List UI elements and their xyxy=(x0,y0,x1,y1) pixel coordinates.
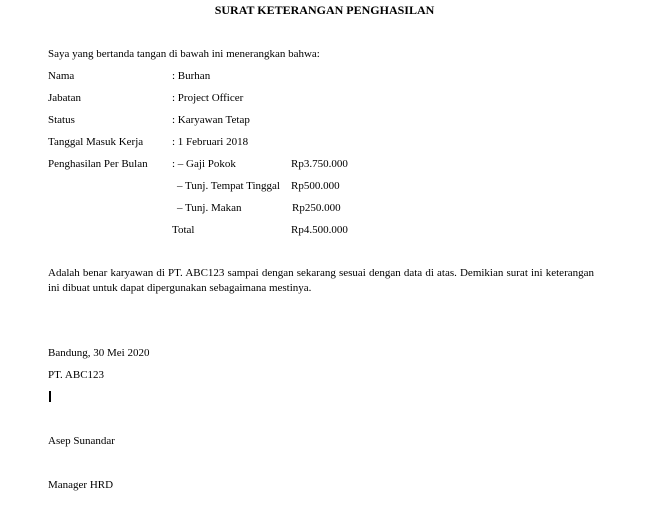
income-item-name: – Tunj. Tempat Tinggal xyxy=(177,180,280,192)
intro-text: Saya yang bertanda tangan di bawah ini menerangkan bahwa: xyxy=(48,48,320,60)
field-label-jabatan: Jabatan xyxy=(48,92,81,104)
income-total-amount: Rp4.500.000 xyxy=(291,224,348,236)
income-item-amount: Rp250.000 xyxy=(292,202,341,214)
place-date: Bandung, 30 Mei 2020 xyxy=(48,347,150,359)
field-label-nama: Nama xyxy=(48,70,75,82)
signer-name: Asep Sunandar xyxy=(48,435,115,447)
field-label-tanggal-masuk: Tanggal Masuk Kerja xyxy=(48,136,144,148)
income-total-label: Total xyxy=(172,224,195,236)
field-value-jabatan: : Project Officer xyxy=(172,92,244,104)
income-item-name: – Tunj. Makan xyxy=(177,202,242,214)
document-title: SURAT KETERANGAN PENGHASILAN xyxy=(214,3,435,17)
signer-title: Manager HRD xyxy=(48,479,114,491)
statement-paragraph: Adalah benar karyawan di PT. ABC123 sampai dengan sekarang sesuai dengan data di atas. Demikian surat ini keterangan ini dibuat untuk dapat dipergunakan sebagaimana mestinya. xyxy=(48,267,594,294)
field-value-nama: : Burhan xyxy=(172,70,211,82)
field-label-status: Status xyxy=(48,114,75,126)
income-item-amount: Rp3.750.000 xyxy=(291,158,348,170)
company-name: PT. ABC123 xyxy=(48,369,105,381)
field-label-penghasilan: Penghasilan Per Bulan xyxy=(48,158,148,170)
text-cursor xyxy=(49,391,51,402)
field-value-tanggal-masuk: : 1 Februari 2018 xyxy=(172,136,249,148)
field-value-status: : Karyawan Tetap xyxy=(172,114,250,126)
income-item-amount: Rp500.000 xyxy=(291,180,340,192)
income-item-name: : – Gaji Pokok xyxy=(172,158,236,170)
